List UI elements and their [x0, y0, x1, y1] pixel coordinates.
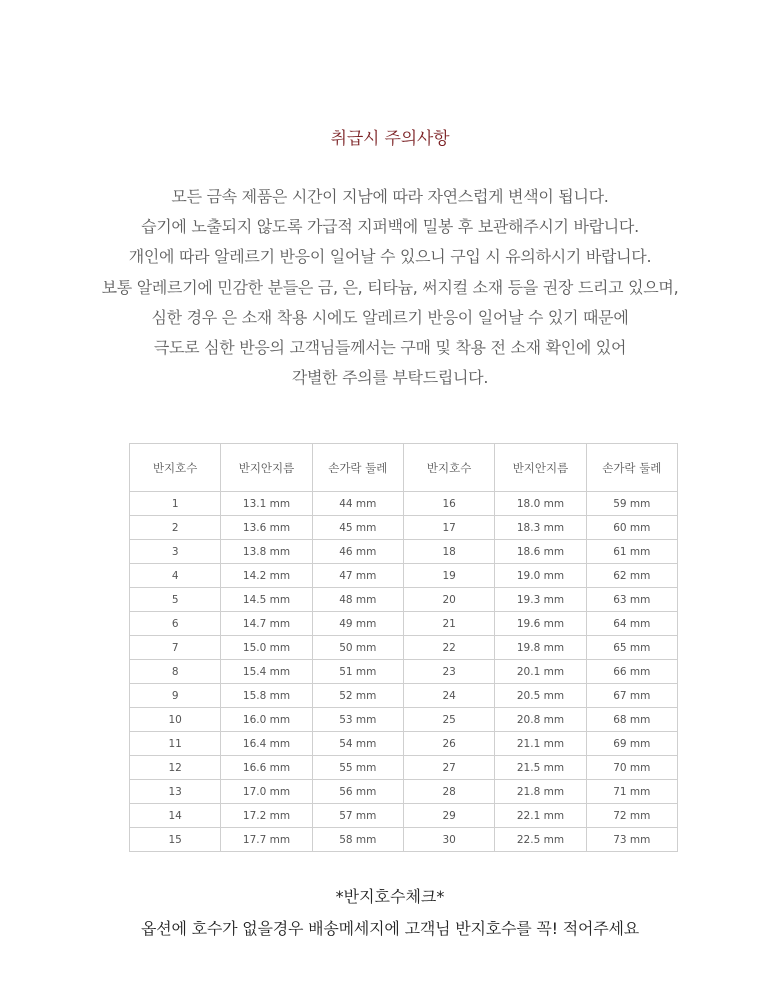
table-row — [130, 540, 678, 564]
table-cell: 20.5 mm — [495, 684, 586, 708]
table-cell: 56 mm — [312, 780, 403, 804]
table-cell: 1 — [130, 492, 221, 516]
table-cell: 19 — [403, 564, 494, 588]
notice-line: 각별한 주의를 부탁드립니다. — [291, 368, 489, 388]
table-cell: 18.0 mm — [495, 492, 586, 516]
table-row — [130, 708, 678, 732]
table-row — [130, 492, 678, 516]
table-cell: 24 — [403, 684, 494, 708]
column-header: 반지안지름 — [221, 444, 312, 492]
table-row — [130, 660, 678, 684]
table-row — [130, 588, 678, 612]
page-title: 취급시 주의사항 — [330, 129, 450, 149]
table-cell: 16.6 mm — [221, 756, 312, 780]
table-cell: 15.0 mm — [221, 636, 312, 660]
table-cell: 68 mm — [586, 708, 677, 732]
table-cell: 22.5 mm — [495, 828, 586, 852]
table-cell: 15.4 mm — [221, 660, 312, 684]
notice-line: 극도로 심한 반응의 고객님들께서는 구매 및 착용 전 소재 확인에 있어 — [153, 337, 627, 357]
table-cell: 21.5 mm — [495, 756, 586, 780]
table-cell: 3 — [130, 540, 221, 564]
table-cell: 14 — [130, 804, 221, 828]
table-cell: 30 — [403, 828, 494, 852]
notice-line: 모든 금속 제품은 시간이 지남에 따라 자연스럽게 변색이 됩니다. — [171, 187, 609, 206]
table-row — [130, 756, 678, 780]
table-cell: 53 mm — [312, 708, 403, 732]
ring-check-title: *반지호수체크* — [335, 887, 445, 906]
table-cell: 54 mm — [312, 732, 403, 756]
table-cell: 47 mm — [312, 564, 403, 588]
table-cell: 19.3 mm — [495, 588, 586, 612]
table-cell: 62 mm — [586, 564, 677, 588]
table-header-row — [130, 444, 678, 492]
table-cell: 19.6 mm — [495, 612, 586, 636]
table-cell: 20 — [403, 588, 494, 612]
table-cell: 17.7 mm — [221, 828, 312, 852]
column-header: 손가락 둘레 — [312, 444, 403, 492]
table-cell: 23 — [403, 660, 494, 684]
column-header: 반지호수 — [130, 444, 221, 492]
table-cell: 71 mm — [586, 780, 677, 804]
table-cell: 60 mm — [586, 516, 677, 540]
table-cell: 7 — [130, 636, 221, 660]
notice-line: 습기에 노출되지 않도록 가급적 지퍼백에 밀봉 후 보관해주시기 바랍니다. — [141, 217, 639, 237]
table-cell: 69 mm — [586, 732, 677, 756]
table-cell: 21.8 mm — [495, 780, 586, 804]
table-cell: 57 mm — [312, 804, 403, 828]
table-cell: 14.2 mm — [221, 564, 312, 588]
table-cell: 58 mm — [312, 828, 403, 852]
table-cell: 63 mm — [586, 588, 677, 612]
table-cell: 51 mm — [312, 660, 403, 684]
table-cell: 17.0 mm — [221, 780, 312, 804]
column-header: 반지호수 — [403, 444, 494, 492]
table-cell: 20.8 mm — [495, 708, 586, 732]
table-row — [130, 828, 678, 852]
table-cell: 73 mm — [586, 828, 677, 852]
table-row — [130, 636, 678, 660]
table-cell: 15.8 mm — [221, 684, 312, 708]
table-cell: 18.6 mm — [495, 540, 586, 564]
table-cell: 9 — [130, 684, 221, 708]
table-cell: 49 mm — [312, 612, 403, 636]
table-cell: 46 mm — [312, 540, 403, 564]
table-cell: 25 — [403, 708, 494, 732]
table-cell: 61 mm — [586, 540, 677, 564]
table-cell: 13.1 mm — [221, 492, 312, 516]
table-cell: 44 mm — [312, 492, 403, 516]
table-cell: 19.0 mm — [495, 564, 586, 588]
table-cell: 18.3 mm — [495, 516, 586, 540]
table-cell: 19.8 mm — [495, 636, 586, 660]
table-cell: 50 mm — [312, 636, 403, 660]
table-cell: 17.2 mm — [221, 804, 312, 828]
table-cell: 8 — [130, 660, 221, 684]
table-cell: 22 — [403, 636, 494, 660]
table-cell: 70 mm — [586, 756, 677, 780]
table-cell: 16.4 mm — [221, 732, 312, 756]
table-cell: 67 mm — [586, 684, 677, 708]
table-cell: 18 — [403, 540, 494, 564]
table-cell: 48 mm — [312, 588, 403, 612]
table-cell: 6 — [130, 612, 221, 636]
table-cell: 13 — [130, 780, 221, 804]
table-body — [130, 492, 678, 852]
table-cell: 27 — [403, 756, 494, 780]
table-cell: 15 — [130, 828, 221, 852]
notice-line: 개인에 따라 알레르기 반응이 일어날 수 있으니 구입 시 유의하시기 바랍니다. — [128, 247, 652, 267]
table-cell: 5 — [130, 588, 221, 612]
table-cell: 26 — [403, 732, 494, 756]
table-cell: 65 mm — [586, 636, 677, 660]
table-cell: 10 — [130, 708, 221, 732]
table-cell: 28 — [403, 780, 494, 804]
table-cell: 20.1 mm — [495, 660, 586, 684]
table-cell: 17 — [403, 516, 494, 540]
table-cell: 45 mm — [312, 516, 403, 540]
table-cell: 13.8 mm — [221, 540, 312, 564]
table-cell: 16 — [403, 492, 494, 516]
ring-check-description: 옵션에 호수가 없을경우 배송메세지에 고객님 반지호수를 꼭! 적어주세요 — [140, 919, 640, 938]
table-row — [130, 684, 678, 708]
table-cell: 55 mm — [312, 756, 403, 780]
notice-line: 보통 알레르기에 민감한 분들은 금, 은, 티타늄, 써지컬 소재 등을 권장 드리고 있으며, — [101, 277, 679, 297]
notice-line: 심한 경우 은 소재 착용 시에도 알레르기 반응이 일어날 수 있기 때문에 — [151, 307, 629, 327]
table-cell: 21 — [403, 612, 494, 636]
table-row — [130, 516, 678, 540]
table-cell: 64 mm — [586, 612, 677, 636]
table-cell: 29 — [403, 804, 494, 828]
table-row — [130, 804, 678, 828]
table-cell: 11 — [130, 732, 221, 756]
table-cell: 4 — [130, 564, 221, 588]
care-notice — [0, 182, 780, 393]
table-row — [130, 732, 678, 756]
table-cell: 66 mm — [586, 660, 677, 684]
table-cell: 16.0 mm — [221, 708, 312, 732]
table-row — [130, 564, 678, 588]
table-cell: 52 mm — [312, 684, 403, 708]
table-row — [130, 780, 678, 804]
table-cell: 22.1 mm — [495, 804, 586, 828]
column-header: 반지안지름 — [495, 444, 586, 492]
table-cell: 12 — [130, 756, 221, 780]
table-row — [130, 612, 678, 636]
table-cell: 13.6 mm — [221, 516, 312, 540]
table-cell: 72 mm — [586, 804, 677, 828]
ring-size-table — [129, 443, 678, 852]
column-header: 손가락 둘레 — [586, 444, 677, 492]
table-cell: 14.7 mm — [221, 612, 312, 636]
table-cell: 59 mm — [586, 492, 677, 516]
table-cell: 14.5 mm — [221, 588, 312, 612]
table-cell: 2 — [130, 516, 221, 540]
table-cell: 21.1 mm — [495, 732, 586, 756]
